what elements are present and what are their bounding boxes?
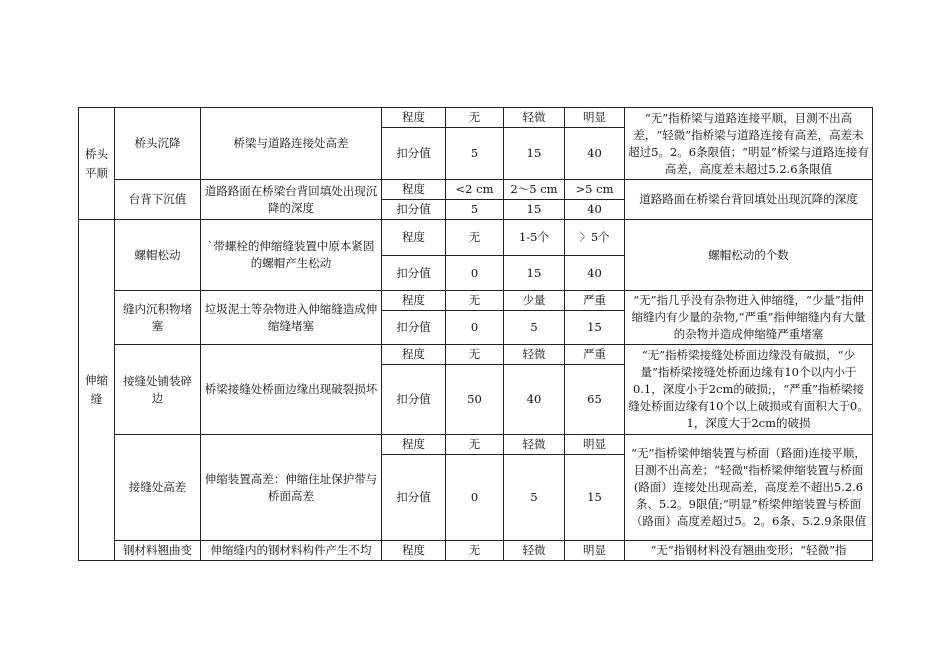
value-cell: 0 [446, 311, 504, 345]
item-desc-cell: 桥梁接缝处桥面边缘出现破裂损坏 [201, 345, 382, 435]
table-row [79, 220, 873, 256]
level-cell: 严重 [565, 345, 625, 365]
table-row [79, 345, 873, 365]
table-row [79, 108, 873, 128]
item-name-cell: 台背下沉值 [115, 180, 201, 220]
level-cell: 无 [446, 345, 504, 365]
value-cell: 40 [565, 128, 625, 180]
level-cell: 1-5个 [504, 220, 565, 256]
value-cell: 0 [446, 455, 504, 541]
level-cell: 〉5个 [565, 220, 625, 256]
value-cell: 0 [446, 256, 504, 291]
value-cell: 15 [565, 311, 625, 345]
value-cell: 15 [504, 200, 565, 220]
value-cell: 40 [565, 256, 625, 291]
deduct-header: 扣分值 [382, 311, 446, 345]
deduct-header: 扣分值 [382, 200, 446, 220]
value-cell: 15 [504, 256, 565, 291]
value-cell: 15 [565, 455, 625, 541]
deduct-header: 扣分值 [382, 455, 446, 541]
degree-header: 程度 [382, 108, 446, 128]
item-note-cell: 螺帽松动的个数 [625, 220, 873, 291]
item-desc-cell: 垃圾泥土等杂物进入伸缩缝造成伸缩缝堵塞 [201, 291, 382, 345]
value-cell: 5 [446, 200, 504, 220]
item-desc-cell: 道路路面在桥梁台背回填处出现沉降的深度 [201, 180, 382, 220]
item-name-cell: 桥头沉降 [115, 108, 201, 180]
level-cell: >5 cm [565, 180, 625, 200]
level-cell: 无 [446, 220, 504, 256]
value-cell: 50 [446, 365, 504, 435]
item-note-cell: “无”指桥梁接缝处桥面边缘没有破损，“少量”指桥梁接缝处桥面边缘有10个以内小于0.1，深度小于2cm的破损;，“严重”指桥梁接缝处桥面边缘有10个以上破损或有面积大于0。1，深度大于2cm的破损 [625, 345, 873, 435]
level-cell: 无 [446, 291, 504, 311]
level-cell: 严重 [565, 291, 625, 311]
item-name-cell: 接缝处高差 [115, 435, 201, 541]
table-row [79, 180, 873, 200]
degree-header: 程度 [382, 180, 446, 200]
item-name-cell: 钢材料翘曲变 [115, 541, 201, 561]
item-note-cell: “无”指桥梁伸缩装置与桥面（路面)连接平顺，目测不出高差；“轻微"指桥梁伸缩装置与桥面(路面）连接处出现高差，高度差不超出5.2.6条、5.2。9限值;“明显”桥梁伸缩装置与桥面（路面）高度差超过5。2。6条、5.2.9条限值 [625, 435, 873, 541]
level-cell: 2～5 cm [504, 180, 565, 200]
deduct-header: 扣分值 [382, 365, 446, 435]
value-cell: 5 [446, 128, 504, 180]
item-desc-cell: `带螺栓的伸缩缝装置中原本紧固的螺帽产生松动 [201, 220, 382, 291]
item-name-cell: 接缝处铺装碎边 [115, 345, 201, 435]
value-cell: 40 [504, 365, 565, 435]
degree-header: 程度 [382, 541, 446, 561]
table-row [79, 291, 873, 311]
item-desc-cell: 桥梁与道路连接处高差 [201, 108, 382, 180]
value-cell: 65 [565, 365, 625, 435]
table-row [79, 541, 873, 561]
item-name-cell: 缝内沉积物堵塞 [115, 291, 201, 345]
value-cell: 15 [504, 128, 565, 180]
value-cell: 5 [504, 455, 565, 541]
category-label: 桥头平顺 [85, 146, 108, 180]
item-name-cell: 螺帽松动 [115, 220, 201, 291]
category-label: 伸缩缝 [85, 373, 108, 406]
item-note-cell: “无”指桥梁与道路连接平顺，目测不出高差，“轻微”指桥梁与道路连接有高差，高差未超过5。2。6条限值；“明显”桥梁与道路连接有高差，高度差未超过5.2.6条限值 [625, 108, 873, 180]
degree-header: 程度 [382, 220, 446, 256]
category-cell [79, 108, 115, 220]
value-cell: 40 [565, 200, 625, 220]
item-note-cell: “无”指钢材料没有翘曲变形；“轻微”指 [625, 541, 873, 561]
level-cell: 无 [446, 108, 504, 128]
category-cell [79, 220, 115, 561]
degree-header: 程度 [382, 435, 446, 455]
item-desc-cell: 伸缩缝内的钢材料构件产生不均 [201, 541, 382, 561]
level-cell: 明显 [565, 108, 625, 128]
inspection-table [78, 107, 873, 561]
table-row [79, 435, 873, 455]
item-desc-cell: 伸缩装置高差：伸缩住址保护带与桥面高差 [201, 435, 382, 541]
level-cell: 轻微 [504, 541, 565, 561]
item-note-cell: 道路路面在桥梁台背回填处出现沉降的深度 [625, 180, 873, 220]
level-cell: 少量 [504, 291, 565, 311]
deduct-header: 扣分值 [382, 128, 446, 180]
degree-header: 程度 [382, 345, 446, 365]
item-note-cell: “无”指几乎没有杂物进入伸缩缝，“少量”指伸缩缝内有少量的杂物,“严重”指伸缩缝内有大量的杂物并造成伸缩缝严重堵塞 [625, 291, 873, 345]
level-cell: 轻微 [504, 345, 565, 365]
level-cell: 明显 [565, 541, 625, 561]
degree-header: 程度 [382, 291, 446, 311]
level-cell: 轻微 [504, 108, 565, 128]
level-cell: 无 [446, 435, 504, 455]
level-cell: 无 [446, 541, 504, 561]
value-cell: 5 [504, 311, 565, 345]
level-cell: 轻微 [504, 435, 565, 455]
level-cell: 明显 [565, 435, 625, 455]
deduct-header: 扣分值 [382, 256, 446, 291]
level-cell: <2 cm [446, 180, 504, 200]
